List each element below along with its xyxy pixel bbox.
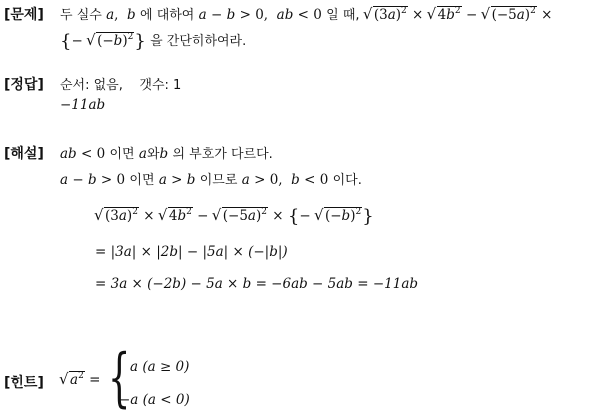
hint-brace: { <box>108 341 131 415</box>
problem-line-2: {− √ $(-b)^2$} 을 간단히하여라. <box>60 30 246 52</box>
solution-text: 의 부호가 다르다. <box>172 147 273 162</box>
answer-count: 갯수: 1 <box>139 78 182 93</box>
problem-text: 두 실수 <box>60 8 102 23</box>
answer-label: [정답] <box>4 77 44 93</box>
solution-line-1: ab < 0 이면 a와b 의 부호가 다르다. <box>60 146 273 162</box>
problem-text: 을 간단히하여라. <box>150 34 247 49</box>
solution-text: 이면 <box>129 173 155 188</box>
sqrt-expression: √ $(3a)^2$ <box>364 7 408 23</box>
problem-text: 에 대하여 <box>140 8 195 23</box>
answer-value: −11ab <box>60 97 106 113</box>
problem-label: [문제] <box>4 7 44 23</box>
hint-label: [힌트] <box>4 375 44 391</box>
solution-step-2: = |3a| × |2b| − |5a| × (−|b|) <box>95 244 288 260</box>
solution-text: 이면 <box>109 147 135 162</box>
problem-text: 일 때, <box>326 8 360 23</box>
solution-label: [해설] <box>4 146 44 162</box>
solution-text: 이다. <box>332 173 362 188</box>
problem-line-1: 두 실수 a, b 에 대하여 a − b > 0, ab < 0 일 때, √ $(3a)^2$ × √ $4b^2$ − √ $(-5a)^2$ × <box>60 4 552 23</box>
hint-case-2: −a (a < 0) <box>119 392 190 408</box>
hint-case-1: a (a ≥ 0) <box>130 359 190 375</box>
solution-step-3: = 3a × (−2b) − 5a × b = −6ab − 5ab = −11ab <box>95 276 419 292</box>
solution-text: 이므로 <box>199 173 238 188</box>
solution-line-2: a − b > 0 이면 a > b 이므로 a > 0, b < 0 이다. <box>60 172 362 188</box>
hint-lhs: √ $a^2$ = <box>60 372 100 388</box>
answer-order: 순서: 없음, <box>60 78 123 93</box>
answer-meta <box>60 74 181 93</box>
solution-text: 와 <box>146 147 160 162</box>
solution-step-1: √ $(3a)^2$ × √ $4b^2$ − √ $(-5a)^2$ × {− √ $(-b)^2$} <box>95 206 374 227</box>
